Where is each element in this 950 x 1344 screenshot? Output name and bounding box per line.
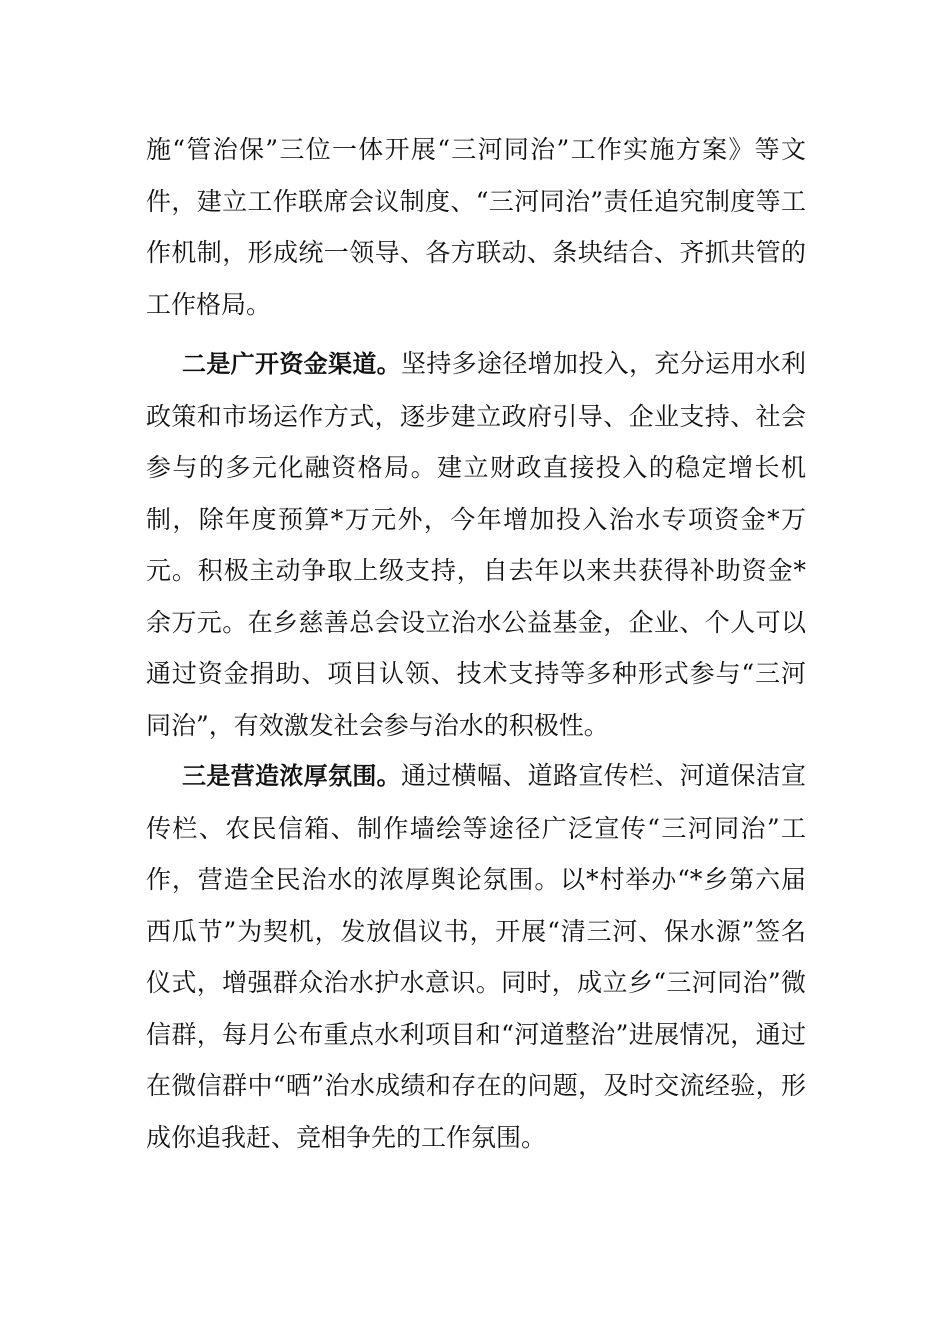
paragraph-body: 坚持多途径增加投入，充分运用水利政策和市场运作方式，逐步建立政府引导、企业支持、社会参与的多元化融资格局。建立财政直接投入的稳定增长机制，除年度预算*万元外，今年增加投入治水专项资金*万元。积极主动争取上级支持，自去年以来共获得补助资金*余万元。在乡慈善总会设立治水公益基金，企业、个人可以通过资金捐助、项目认领、技术支持等多种形式参与“三河同治”，有效激发社会参与治水的积极性。 <box>146 349 806 740</box>
paragraph-continued <box>146 124 806 330</box>
paragraph-lead-heading: 二是广开资金渠道。 <box>182 350 401 378</box>
paragraph-body: 施“管治保”三位一体开展“三河同治”工作实施方案》等文件，建立工作联席会议制度、“三河同治”责任追究制度等工作机制，形成统一领导、各方联动、条块结合、齐抓共管的工作格局。 <box>146 135 806 319</box>
paragraph-lead-heading: 三是营造浓厚氛围。 <box>182 762 401 790</box>
paragraph-body: 通过横幅、道路宣传栏、河道保洁宣传栏、农民信箱、制作墙绘等途径广泛宣传“三河同治”工作，营造全民治水的浓厚舆论氛围。以*村举办“*乡第六届西瓜节”为契机，发放倡议书，开展“清三河、保水源”签名仪式，增强群众治水护水意识。同时，成立乡“三河同治”微信群，每月公布重点水利项目和“河道整治”进展情况，通过在微信群中“晒”治水成绩和存在的问题，及时交流经验，形成你追我赶、竞相争先的工作氛围。 <box>146 761 806 1152</box>
paragraph-atmosphere <box>146 750 806 1163</box>
paragraph-funding-channels <box>146 338 806 751</box>
